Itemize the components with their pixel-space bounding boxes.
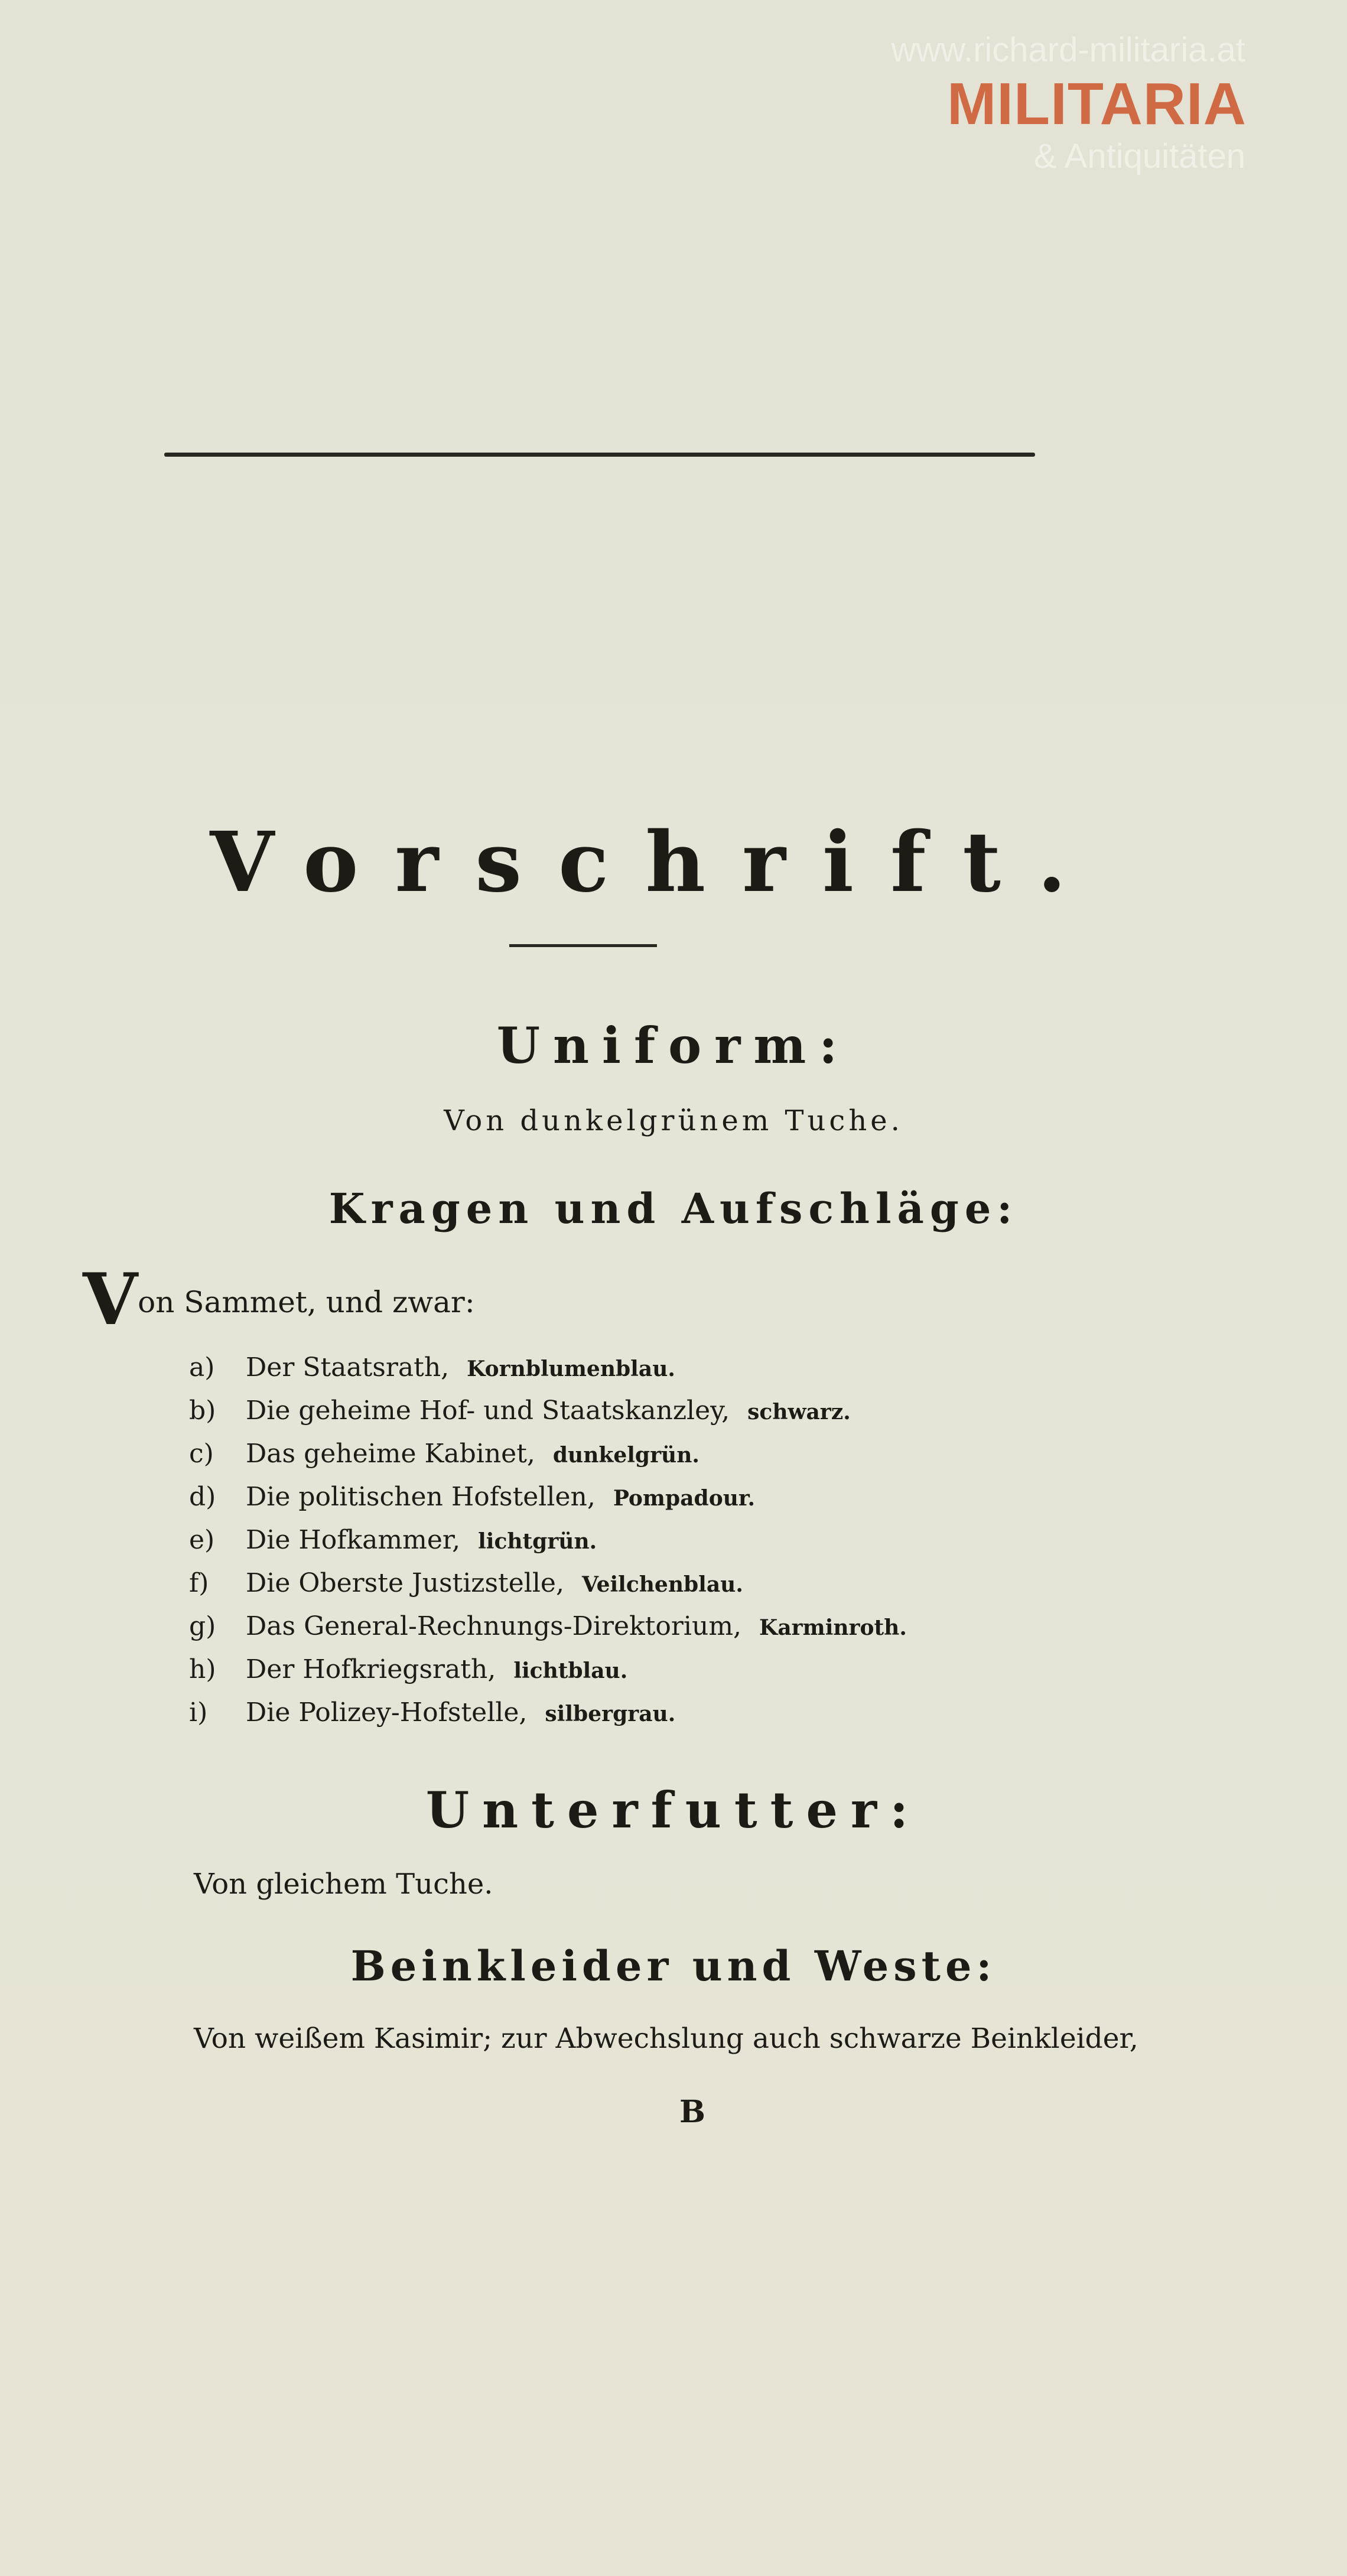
list-item-label: b): [189, 1396, 216, 1426]
list-item-office: Der Hofkriegsrath,: [246, 1654, 496, 1684]
list-item: [189, 1396, 851, 1426]
collar-intro: [83, 1258, 475, 1341]
list-item: [189, 1482, 755, 1513]
list-item-office: Die Polizey-Hofstelle,: [246, 1697, 528, 1728]
list-item-office: Das geheime Kabinet,: [246, 1439, 535, 1469]
breeches-text: Von weißem Kasimir; zur Abwechslung auch schwarze Beinkleider,: [194, 2022, 1138, 2055]
list-item-color: Pompadour.: [613, 1486, 756, 1511]
list-item-color: lichtblau.: [513, 1658, 628, 1683]
list-item-color: Karminroth.: [759, 1615, 907, 1640]
breeches-heading: Beinkleider und Weste:: [350, 1941, 997, 1990]
uniform-heading: Uniform:: [496, 1016, 851, 1075]
list-item-office: Die Oberste Justizstelle,: [246, 1568, 564, 1598]
collar-heading: Kragen und Aufschläge:: [328, 1184, 1019, 1233]
list-item-office: Die politischen Hofstellen,: [246, 1482, 596, 1512]
list-item-label: a): [189, 1352, 215, 1383]
list-item-color: Kornblumenblau.: [467, 1357, 675, 1381]
list-item-label: e): [189, 1525, 215, 1555]
list-item: [189, 1526, 597, 1556]
list-item: [189, 1655, 627, 1685]
signature-mark: B: [679, 2094, 705, 2130]
list-item: [189, 1439, 699, 1469]
page-title: Vorschrift.: [210, 814, 1103, 911]
list-item-color: lichtgrün.: [478, 1529, 597, 1554]
list-item-office: Die geheime Hof- und Staatskanzley,: [246, 1396, 730, 1426]
list-item: [189, 1353, 675, 1383]
uniform-text: Von dunkelgrünem Tuche.: [444, 1104, 903, 1137]
list-item-label: i): [189, 1697, 208, 1728]
lining-heading: Unterfutter:: [425, 1781, 922, 1839]
list-item-label: c): [189, 1439, 214, 1469]
lining-text: Von gleichem Tuche.: [194, 1868, 493, 1901]
collar-intro-text: on Sammet, und zwar:: [138, 1285, 475, 1319]
list-item: [189, 1569, 743, 1599]
title-rule: [509, 944, 657, 947]
watermark-brand: MILITARIA: [946, 71, 1247, 137]
list-item-label: h): [189, 1654, 216, 1684]
drop-cap: V: [83, 1258, 138, 1341]
list-item-office: Der Staatsrath,: [246, 1352, 450, 1383]
list-item-color: silbergrau.: [545, 1702, 676, 1726]
list-item-color: schwarz.: [747, 1400, 851, 1424]
watermark-subtitle: & Antiquitäten: [1034, 137, 1245, 175]
list-item-color: dunkelgrün.: [552, 1443, 699, 1468]
list-item-office: Das General-Rechnungs-Direktorium,: [246, 1611, 742, 1641]
list-item: [189, 1612, 907, 1642]
list-item-color: Veilchenblau.: [581, 1572, 743, 1597]
list-item-office: Die Hofkammer,: [246, 1525, 461, 1555]
top-rule: [164, 453, 1035, 457]
list-item-label: g): [189, 1611, 216, 1641]
list-item-label: d): [189, 1482, 216, 1512]
list-item: [189, 1698, 675, 1728]
watermark-url: www.richard-militaria.at: [891, 31, 1245, 69]
list-item-label: f): [189, 1568, 209, 1598]
